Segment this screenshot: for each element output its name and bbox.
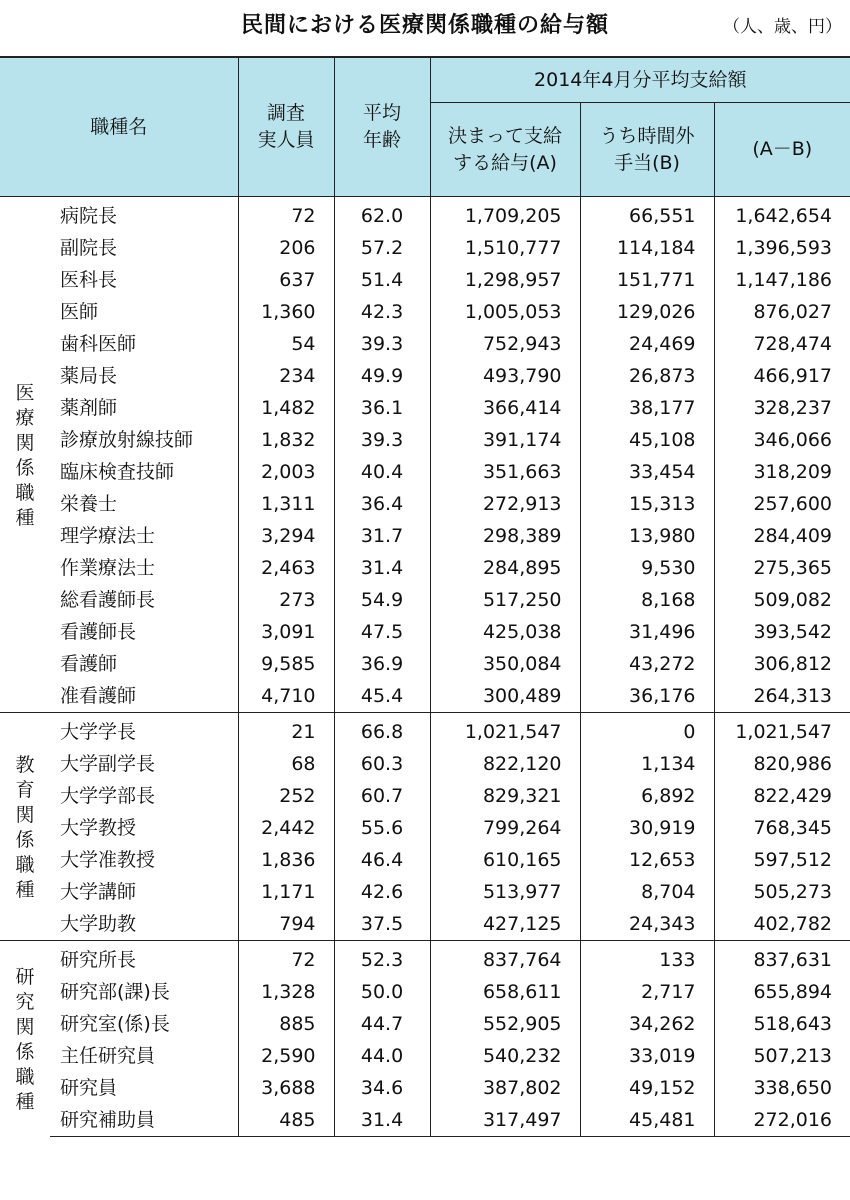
- job-name-cell: 看護師: [50, 648, 238, 680]
- table-row: [0, 908, 850, 941]
- overtime-allowance-cell: 133: [580, 941, 714, 977]
- average-age-cell: 44.7: [334, 1008, 430, 1040]
- job-name-cell: 大学講師: [50, 876, 238, 908]
- regular-pay-cell: 1,709,205: [430, 197, 580, 233]
- overtime-allowance-cell: 45,108: [580, 424, 714, 456]
- job-name-cell: 医科長: [50, 264, 238, 296]
- average-age-cell: 62.0: [334, 197, 430, 233]
- category-char: 種: [15, 879, 35, 901]
- surveyed-count-cell: 1,832: [238, 424, 334, 456]
- pay-minus-overtime-cell: 822,429: [714, 780, 850, 812]
- regular-pay-cell: 1,510,777: [430, 232, 580, 264]
- table-row: [0, 976, 850, 1008]
- pay-minus-overtime-cell: 1,147,186: [714, 264, 850, 296]
- header-job-name: 職種名: [0, 57, 238, 197]
- regular-pay-cell: 284,895: [430, 552, 580, 584]
- table-row: [0, 1104, 850, 1137]
- regular-pay-cell: 540,232: [430, 1040, 580, 1072]
- job-name-cell: 栄養士: [50, 488, 238, 520]
- regular-pay-cell: 391,174: [430, 424, 580, 456]
- job-name-cell: 研究員: [50, 1072, 238, 1104]
- job-name-cell: 研究部(課)長: [50, 976, 238, 1008]
- regular-pay-cell: 425,038: [430, 616, 580, 648]
- pay-minus-overtime-cell: 257,600: [714, 488, 850, 520]
- overtime-allowance-cell: 30,919: [580, 812, 714, 844]
- average-age-cell: 49.9: [334, 360, 430, 392]
- category-char: 職: [15, 1066, 35, 1089]
- category-label: [0, 713, 50, 941]
- pay-minus-overtime-cell: 1,396,593: [714, 232, 850, 264]
- surveyed-count-cell: 68: [238, 748, 334, 780]
- surveyed-count-cell: 273: [238, 584, 334, 616]
- overtime-allowance-cell: 26,873: [580, 360, 714, 392]
- pay-minus-overtime-cell: 1,642,654: [714, 197, 850, 233]
- surveyed-count-cell: 3,091: [238, 616, 334, 648]
- category-label: [0, 197, 50, 713]
- average-age-cell: 66.8: [334, 713, 430, 749]
- regular-pay-cell: 1,298,957: [430, 264, 580, 296]
- job-name-cell: 理学療法士: [50, 520, 238, 552]
- average-age-cell: 34.6: [334, 1072, 430, 1104]
- job-name-cell: 大学学部長: [50, 780, 238, 812]
- average-age-cell: 44.0: [334, 1040, 430, 1072]
- overtime-allowance-cell: 12,653: [580, 844, 714, 876]
- surveyed-count-cell: 252: [238, 780, 334, 812]
- header-period: 2014年4月分平均支給額: [430, 57, 850, 103]
- job-name-cell: 大学教授: [50, 812, 238, 844]
- average-age-cell: 42.6: [334, 876, 430, 908]
- pay-minus-overtime-cell: 505,273: [714, 876, 850, 908]
- surveyed-count-cell: 21: [238, 713, 334, 749]
- page-title: 民間における医療関係職種の給与額: [240, 13, 609, 38]
- salary-table-container: [0, 56, 850, 1137]
- regular-pay-cell: 366,414: [430, 392, 580, 424]
- pay-minus-overtime-cell: 272,016: [714, 1104, 850, 1137]
- category-label: [0, 941, 50, 1137]
- category-char: 種: [15, 507, 35, 529]
- average-age-cell: 45.4: [334, 680, 430, 713]
- header-average-age: [334, 57, 430, 197]
- average-age-cell: 37.5: [334, 908, 430, 941]
- pay-minus-overtime-cell: 306,812: [714, 648, 850, 680]
- regular-pay-cell: 610,165: [430, 844, 580, 876]
- overtime-allowance-cell: 38,177: [580, 392, 714, 424]
- average-age-cell: 36.9: [334, 648, 430, 680]
- surveyed-count-cell: 54: [238, 328, 334, 360]
- surveyed-count-cell: 1,328: [238, 976, 334, 1008]
- regular-pay-cell: 822,120: [430, 748, 580, 780]
- job-name-cell: 副院長: [50, 232, 238, 264]
- surveyed-count-cell: 234: [238, 360, 334, 392]
- overtime-allowance-cell: 8,168: [580, 584, 714, 616]
- overtime-allowance-cell: 33,454: [580, 456, 714, 488]
- regular-pay-cell: 493,790: [430, 360, 580, 392]
- average-age-cell: 42.3: [334, 296, 430, 328]
- category-char: 究: [15, 991, 35, 1014]
- table-row: [0, 264, 850, 296]
- job-name-cell: 大学助教: [50, 908, 238, 941]
- overtime-allowance-cell: 45,481: [580, 1104, 714, 1137]
- overtime-allowance-cell: 2,717: [580, 976, 714, 1008]
- regular-pay-cell: 350,084: [430, 648, 580, 680]
- table-row: [0, 616, 850, 648]
- header-col-b-line2: 手当(B): [614, 151, 680, 174]
- average-age-cell: 36.4: [334, 488, 430, 520]
- table-row: [0, 1040, 850, 1072]
- pay-minus-overtime-cell: 837,631: [714, 941, 850, 977]
- job-name-cell: 研究所長: [50, 941, 238, 977]
- header-col-a-line1: 決まって支給: [448, 124, 563, 147]
- overtime-allowance-cell: 6,892: [580, 780, 714, 812]
- category-char: 係: [15, 1041, 35, 1064]
- average-age-cell: 36.1: [334, 392, 430, 424]
- regular-pay-cell: 513,977: [430, 876, 580, 908]
- regular-pay-cell: 351,663: [430, 456, 580, 488]
- average-age-cell: 54.9: [334, 584, 430, 616]
- overtime-allowance-cell: 0: [580, 713, 714, 749]
- average-age-cell: 57.2: [334, 232, 430, 264]
- job-name-cell: 准看護師: [50, 680, 238, 713]
- table-row: [0, 296, 850, 328]
- surveyed-count-cell: 637: [238, 264, 334, 296]
- pay-minus-overtime-cell: 728,474: [714, 328, 850, 360]
- average-age-cell: 39.3: [334, 424, 430, 456]
- surveyed-count-cell: 1,360: [238, 296, 334, 328]
- pay-minus-overtime-cell: 597,512: [714, 844, 850, 876]
- overtime-allowance-cell: 24,343: [580, 908, 714, 941]
- surveyed-count-cell: 9,585: [238, 648, 334, 680]
- units-note: （人、歳、円）: [723, 17, 842, 37]
- pay-minus-overtime-cell: 768,345: [714, 812, 850, 844]
- surveyed-count-cell: 3,294: [238, 520, 334, 552]
- job-name-cell: 研究室(係)長: [50, 1008, 238, 1040]
- overtime-allowance-cell: 36,176: [580, 680, 714, 713]
- average-age-cell: 39.3: [334, 328, 430, 360]
- surveyed-count-cell: 3,688: [238, 1072, 334, 1104]
- surveyed-count-cell: 4,710: [238, 680, 334, 713]
- surveyed-count-cell: 72: [238, 197, 334, 233]
- regular-pay-cell: 658,611: [430, 976, 580, 1008]
- pay-minus-overtime-cell: 346,066: [714, 424, 850, 456]
- overtime-allowance-cell: 43,272: [580, 648, 714, 680]
- pay-minus-overtime-cell: 275,365: [714, 552, 850, 584]
- table-row: [0, 456, 850, 488]
- table-row: [0, 812, 850, 844]
- regular-pay-cell: 752,943: [430, 328, 580, 360]
- table-body: [0, 197, 850, 1137]
- regular-pay-cell: 427,125: [430, 908, 580, 941]
- category-char: 関: [15, 432, 35, 454]
- surveyed-count-cell: 485: [238, 1104, 334, 1137]
- overtime-allowance-cell: 66,551: [580, 197, 714, 233]
- surveyed-count-cell: 72: [238, 941, 334, 977]
- average-age-cell: 55.6: [334, 812, 430, 844]
- overtime-allowance-cell: 34,262: [580, 1008, 714, 1040]
- regular-pay-cell: 837,764: [430, 941, 580, 977]
- header-col-b-line1: うち時間外: [599, 124, 695, 147]
- job-name-cell: 歯科医師: [50, 328, 238, 360]
- surveyed-count-cell: 2,003: [238, 456, 334, 488]
- overtime-allowance-cell: 129,026: [580, 296, 714, 328]
- table-row: [0, 844, 850, 876]
- table-row: [0, 748, 850, 780]
- job-name-cell: 看護師長: [50, 616, 238, 648]
- surveyed-count-cell: 1,836: [238, 844, 334, 876]
- pay-minus-overtime-cell: 820,986: [714, 748, 850, 780]
- header-age-line2: 年齢: [363, 129, 402, 151]
- category-char: 種: [15, 1091, 35, 1114]
- table-header: [0, 57, 850, 197]
- job-name-cell: 総看護師長: [50, 584, 238, 616]
- job-name-cell: 臨床検査技師: [50, 456, 238, 488]
- average-age-cell: 31.4: [334, 1104, 430, 1137]
- pay-minus-overtime-cell: 284,409: [714, 520, 850, 552]
- overtime-allowance-cell: 24,469: [580, 328, 714, 360]
- regular-pay-cell: 829,321: [430, 780, 580, 812]
- regular-pay-cell: 1,021,547: [430, 713, 580, 749]
- category-char: 療: [15, 407, 35, 429]
- regular-pay-cell: 317,497: [430, 1104, 580, 1137]
- overtime-allowance-cell: 9,530: [580, 552, 714, 584]
- pay-minus-overtime-cell: 393,542: [714, 616, 850, 648]
- surveyed-count-cell: 1,311: [238, 488, 334, 520]
- surveyed-count-cell: 206: [238, 232, 334, 264]
- header-surveyed-line1: 調査: [267, 102, 306, 125]
- category-char: 職: [15, 482, 35, 504]
- header-age-line1: 平均: [363, 102, 402, 125]
- regular-pay-cell: 298,389: [430, 520, 580, 552]
- job-name-cell: 病院長: [50, 197, 238, 233]
- header-col-a: [430, 103, 580, 197]
- table-row: [0, 197, 850, 233]
- overtime-allowance-cell: 15,313: [580, 488, 714, 520]
- category-char: 関: [15, 1016, 35, 1039]
- category-char: 職: [15, 854, 35, 876]
- regular-pay-cell: 300,489: [430, 680, 580, 713]
- average-age-cell: 60.7: [334, 780, 430, 812]
- surveyed-count-cell: 2,463: [238, 552, 334, 584]
- regular-pay-cell: 517,250: [430, 584, 580, 616]
- table-row: [0, 520, 850, 552]
- pay-minus-overtime-cell: 655,894: [714, 976, 850, 1008]
- table-row: [0, 424, 850, 456]
- table-row: [0, 1008, 850, 1040]
- surveyed-count-cell: 1,482: [238, 392, 334, 424]
- pay-minus-overtime-cell: 264,313: [714, 680, 850, 713]
- average-age-cell: 31.7: [334, 520, 430, 552]
- table-row: [0, 1072, 850, 1104]
- overtime-allowance-cell: 151,771: [580, 264, 714, 296]
- average-age-cell: 51.4: [334, 264, 430, 296]
- category-char: 関: [15, 804, 35, 826]
- header-col-b: [580, 103, 714, 197]
- average-age-cell: 31.4: [334, 552, 430, 584]
- overtime-allowance-cell: 13,980: [580, 520, 714, 552]
- table-row: [0, 360, 850, 392]
- table-row: [0, 584, 850, 616]
- average-age-cell: 52.3: [334, 941, 430, 977]
- table-row: [0, 876, 850, 908]
- overtime-allowance-cell: 31,496: [580, 616, 714, 648]
- table-row: [0, 713, 850, 749]
- pay-minus-overtime-cell: 507,213: [714, 1040, 850, 1072]
- category-char: 教: [15, 754, 35, 776]
- job-name-cell: 作業療法士: [50, 552, 238, 584]
- category-char: 係: [15, 829, 35, 851]
- overtime-allowance-cell: 33,019: [580, 1040, 714, 1072]
- header-surveyed-line2: 実人員: [257, 129, 315, 151]
- header-col-a-line2: する給与(A): [453, 151, 557, 174]
- category-char: 医: [15, 382, 35, 404]
- pay-minus-overtime-cell: 509,082: [714, 584, 850, 616]
- table-row: [0, 232, 850, 264]
- surveyed-count-cell: 885: [238, 1008, 334, 1040]
- table-row: [0, 648, 850, 680]
- table-row: [0, 328, 850, 360]
- surveyed-count-cell: 2,442: [238, 812, 334, 844]
- table-row: [0, 941, 850, 977]
- job-name-cell: 大学准教授: [50, 844, 238, 876]
- job-name-cell: 大学副学長: [50, 748, 238, 780]
- overtime-allowance-cell: 8,704: [580, 876, 714, 908]
- table-row: [0, 780, 850, 812]
- regular-pay-cell: 1,005,053: [430, 296, 580, 328]
- job-name-cell: 薬局長: [50, 360, 238, 392]
- header-col-ab: (A－B): [714, 103, 850, 197]
- job-name-cell: 大学学長: [50, 713, 238, 749]
- table-row: [0, 552, 850, 584]
- pay-minus-overtime-cell: 466,917: [714, 360, 850, 392]
- category-char: 研: [15, 966, 35, 989]
- overtime-allowance-cell: 114,184: [580, 232, 714, 264]
- average-age-cell: 40.4: [334, 456, 430, 488]
- surveyed-count-cell: 1,171: [238, 876, 334, 908]
- regular-pay-cell: 799,264: [430, 812, 580, 844]
- surveyed-count-cell: 794: [238, 908, 334, 941]
- job-name-cell: 医師: [50, 296, 238, 328]
- job-name-cell: 研究補助員: [50, 1104, 238, 1137]
- pay-minus-overtime-cell: 318,209: [714, 456, 850, 488]
- average-age-cell: 47.5: [334, 616, 430, 648]
- average-age-cell: 46.4: [334, 844, 430, 876]
- pay-minus-overtime-cell: 328,237: [714, 392, 850, 424]
- table-row: [0, 488, 850, 520]
- regular-pay-cell: 387,802: [430, 1072, 580, 1104]
- pay-minus-overtime-cell: 338,650: [714, 1072, 850, 1104]
- job-name-cell: 診療放射線技師: [50, 424, 238, 456]
- pay-minus-overtime-cell: 518,643: [714, 1008, 850, 1040]
- salary-table: [0, 56, 850, 1137]
- pay-minus-overtime-cell: 402,782: [714, 908, 850, 941]
- surveyed-count-cell: 2,590: [238, 1040, 334, 1072]
- regular-pay-cell: 552,905: [430, 1008, 580, 1040]
- average-age-cell: 60.3: [334, 748, 430, 780]
- pay-minus-overtime-cell: 1,021,547: [714, 713, 850, 749]
- category-char: 育: [15, 779, 35, 801]
- regular-pay-cell: 272,913: [430, 488, 580, 520]
- table-row: [0, 392, 850, 424]
- overtime-allowance-cell: 49,152: [580, 1072, 714, 1104]
- header-surveyed-count: [238, 57, 334, 197]
- average-age-cell: 50.0: [334, 976, 430, 1008]
- overtime-allowance-cell: 1,134: [580, 748, 714, 780]
- category-char: 係: [15, 457, 35, 479]
- job-name-cell: 薬剤師: [50, 392, 238, 424]
- pay-minus-overtime-cell: 876,027: [714, 296, 850, 328]
- job-name-cell: 主任研究員: [50, 1040, 238, 1072]
- table-row: [0, 680, 850, 713]
